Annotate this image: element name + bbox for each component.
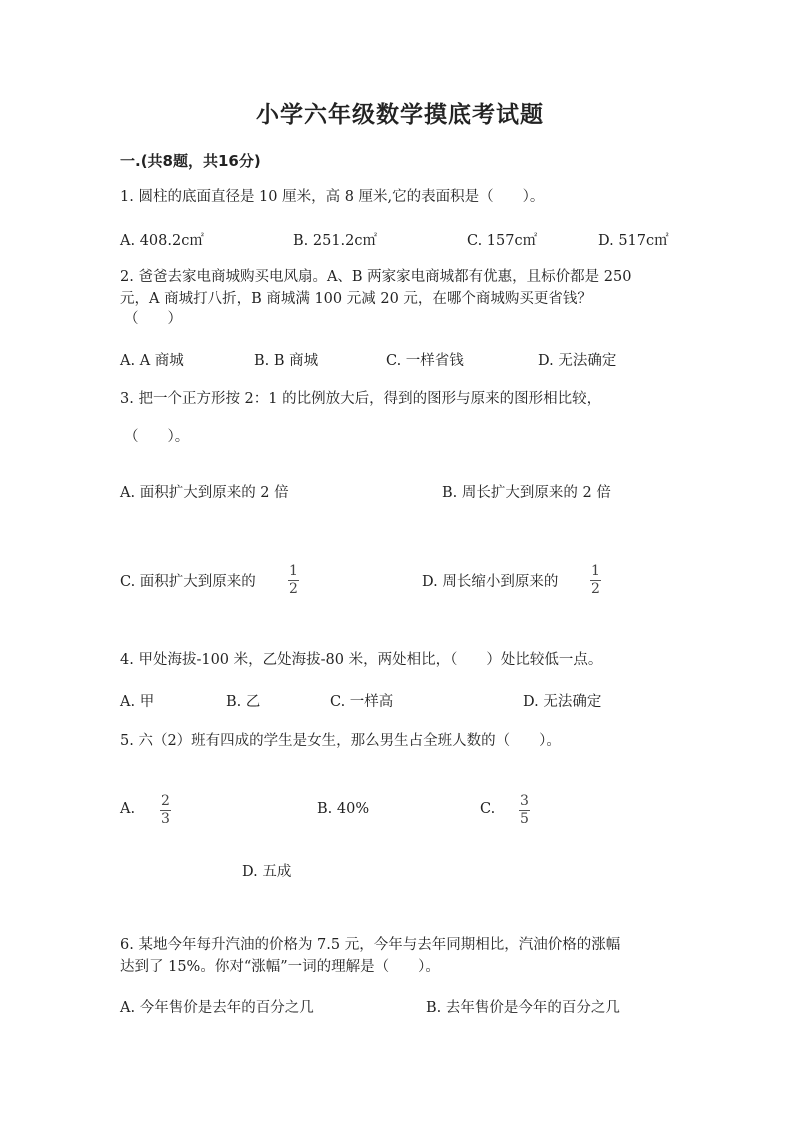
question-5-option-a: A. xyxy=(120,801,136,817)
question-5-option-d: D. 五成 xyxy=(242,864,292,880)
question-3-stem-line-1: 3. 把一个正方形按 2：1 的比例放大后，得到的图形与原来的图形相比较， xyxy=(120,391,602,407)
question-6-option-a: A. 今年售价是去年的百分之几 xyxy=(120,1000,314,1016)
question-5-option-c: C. xyxy=(480,801,496,817)
question-6-option-b: B. 去年售价是今年的百分之几 xyxy=(426,1000,620,1016)
question-4-option-a: A. 甲 xyxy=(120,694,155,710)
question-1-stem: 1. 圆柱的底面直径是 10 厘米，高 8 厘米,它的表面积是（ ）。 xyxy=(120,189,545,205)
question-4-option-d: D. 无法确定 xyxy=(523,694,602,710)
question-3-option-a: A. 面积扩大到原来的 2 倍 xyxy=(120,485,289,501)
question-1-option-c: C. 157c㎡ xyxy=(467,233,538,249)
fraction-denominator: 3 xyxy=(161,811,170,827)
question-1-option-b: B. 251.2c㎡ xyxy=(293,233,378,249)
question-2-stem-line-3: （ ） xyxy=(124,311,182,327)
question-3-option-d-fraction xyxy=(589,564,602,597)
question-3-option-c: C. 面积扩大到原来的 xyxy=(120,574,256,590)
question-6-stem-line-1: 6. 某地今年每升汽油的价格为 7.5 元，今年与去年同期相比，汽油价格的涨幅 xyxy=(120,937,621,953)
section-heading: 一.(共8题，共16分) xyxy=(120,152,261,170)
question-3-stem-line-2: （ ）。 xyxy=(124,429,190,445)
fraction-numerator: 1 xyxy=(591,563,600,579)
question-4-option-c: C. 一样高 xyxy=(330,694,394,710)
question-3-option-c-fraction xyxy=(287,564,300,597)
fraction-denominator: 2 xyxy=(289,581,298,597)
question-5-option-c-fraction xyxy=(518,794,531,827)
question-2-stem-line-2: 元，A 商城打八折，B 商城满 100 元减 20 元，在哪个商城购买更省钱？ xyxy=(120,291,592,307)
question-2-option-c: C. 一样省钱 xyxy=(386,353,464,369)
question-2-option-d: D. 无法确定 xyxy=(538,353,617,369)
fraction-numerator: 2 xyxy=(161,793,170,809)
question-4-stem: 4. 甲处海拔-100 米，乙处海拔-80 米，两处相比，（ ）处比较低一点。 xyxy=(120,652,603,668)
page-title: 小学六年级数学摸底考试题 xyxy=(256,102,544,128)
question-5-option-b: B. 40% xyxy=(317,801,370,817)
question-1-option-a: A. 408.2c㎡ xyxy=(120,233,204,249)
fraction-denominator: 5 xyxy=(520,811,529,827)
question-3-option-d: D. 周长缩小到原来的 xyxy=(422,574,559,590)
question-1-option-d: D. 517c㎡ xyxy=(598,233,669,249)
fraction-numerator: 1 xyxy=(289,563,298,579)
question-2-option-b: B. B 商城 xyxy=(254,353,319,369)
question-5-stem: 5. 六（2）班有四成的学生是女生，那么男生占全班人数的（ ）。 xyxy=(120,733,561,749)
fraction-numerator: 3 xyxy=(520,793,529,809)
fraction-denominator: 2 xyxy=(591,581,600,597)
question-2-option-a: A. A 商城 xyxy=(120,353,184,369)
question-3-option-b: B. 周长扩大到原来的 2 倍 xyxy=(442,485,611,501)
question-6-stem-line-2: 达到了 15%。你对“涨幅”一词的理解是（ ）。 xyxy=(120,959,440,975)
question-2-stem-line-1: 2. 爸爸去家电商城购买电风扇。A、B 两家家电商城都有优惠，且标价都是 250 xyxy=(120,269,632,285)
question-5-option-a-fraction xyxy=(159,794,172,827)
question-4-option-b: B. 乙 xyxy=(226,694,261,710)
